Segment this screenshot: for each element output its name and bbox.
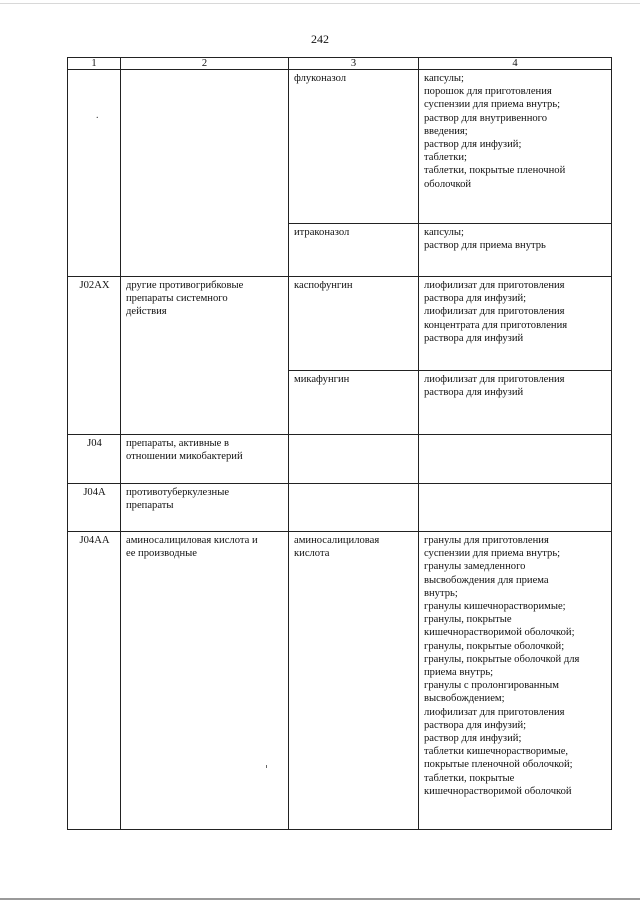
group-name-cell: [121, 70, 289, 277]
dosage-form-line: лиофилизат для приготовления: [424, 374, 565, 385]
atc-code-cell: [68, 277, 121, 435]
scan-top-edge: [0, 3, 640, 4]
dosage-form-line: суспензии для приема внутрь;: [424, 548, 561, 560]
substance-cell: [289, 277, 419, 371]
atc-code-cell: [68, 532, 121, 830]
atc-code: J02AX: [79, 280, 110, 291]
group-name-cell: [121, 435, 289, 484]
substance-cell: [289, 484, 419, 532]
group-name-line: действия: [126, 306, 167, 318]
group-name-line: препараты: [126, 500, 174, 512]
group-name-line: отношении микобактерий: [126, 451, 243, 463]
column-header-1: 1: [68, 58, 121, 70]
column-header-2: 2: [121, 58, 289, 70]
group-name-line: препараты системного: [126, 293, 228, 305]
drug-table: [67, 57, 612, 830]
dosage-form-line: введения;: [424, 125, 468, 137]
dosage-form-line: порошок для приготовления: [424, 86, 552, 98]
atc-code: J04A: [83, 487, 106, 498]
dosage-form-line: таблетки, покрытые пленочной: [424, 165, 566, 177]
dosage-form-line: гранулы замедленного: [424, 561, 526, 573]
column-header-4: 4: [419, 58, 612, 70]
atc-code-cell: [68, 435, 121, 484]
dosage-form-line: раствор для приема внутрь: [424, 240, 546, 252]
scan-bottom-edge: [0, 898, 640, 900]
table-row: [68, 484, 612, 532]
dosage-form-line: раствора для инфузий: [424, 332, 524, 344]
substance-cell: [289, 435, 419, 484]
dosage-form-line: гранулы, покрытые оболочкой для: [424, 653, 580, 665]
dosage-form-line: раствор для инфузий;: [424, 139, 522, 151]
dosage-form-line: лиофилизат для приготовления: [424, 306, 565, 318]
dosage-form-line: раствора для инфузий;: [424, 293, 527, 305]
group-name-line: аминосалициловая кислота и: [126, 535, 258, 546]
substance-cell: [289, 532, 419, 830]
dosage-forms-cell: [419, 224, 612, 277]
table-row: [68, 435, 612, 484]
substance-name-line: кислота: [294, 548, 330, 560]
dosage-form-line: приема внутрь;: [424, 667, 494, 679]
table-row: [68, 70, 612, 224]
group-name-line: препараты, активные в: [126, 438, 229, 449]
dosage-form-line: раствора для инфузий;: [424, 719, 527, 731]
dosage-form-line: высвобождением;: [424, 693, 505, 705]
dosage-form-line: лиофилизат для приготовления: [424, 280, 565, 291]
dosage-form-line: высвобождения для приема: [424, 574, 549, 586]
group-name-cell: [121, 277, 289, 435]
dosage-form-line: гранулы для приготовления: [424, 535, 549, 546]
dosage-form-line: кишечнорастворимой оболочкой: [424, 785, 572, 797]
substance-name: флуконазол: [294, 73, 347, 84]
dosage-form-line: оболочкой: [424, 178, 472, 190]
atc-code-cell: [68, 70, 121, 277]
dosage-form-line: кишечнорастворимой оболочкой;: [424, 627, 575, 639]
dosage-form-line: капсулы;: [424, 227, 464, 238]
substance-cell: [289, 371, 419, 435]
dosage-form-line: таблетки кишечнорастворимые,: [424, 746, 569, 758]
table-row: [68, 532, 612, 830]
group-name-line: ее производные: [126, 548, 197, 560]
dosage-form-line: капсулы;: [424, 73, 464, 84]
substance-name-line: аминосалициловая: [294, 535, 380, 546]
substance-name: каспофунгин: [294, 280, 353, 291]
group-name-cell: [121, 532, 289, 830]
table-header-row: [68, 58, 612, 70]
dosage-forms-cell: [419, 371, 612, 435]
page-number: 242: [311, 32, 329, 46]
atc-code: J04AA: [79, 535, 110, 546]
atc-code-cell: [68, 484, 121, 532]
dosage-forms-cell: [419, 532, 612, 830]
dosage-form-line: гранулы, покрытые оболочкой;: [424, 640, 565, 652]
dosage-form-line: таблетки;: [424, 152, 467, 164]
column-header-3: 3: [289, 58, 419, 70]
dosage-form-line: лиофилизат для приготовления: [424, 706, 565, 718]
dosage-form-line: раствор для инфузий;: [424, 733, 522, 745]
dosage-form-line: таблетки, покрытые: [424, 772, 515, 784]
dosage-forms-cell: [419, 277, 612, 371]
group-name-cell: [121, 484, 289, 532]
table-row: [68, 277, 612, 371]
substance-cell: [289, 70, 419, 224]
group-name-line: другие противогрибковые: [126, 280, 244, 291]
dosage-forms-cell: [419, 435, 612, 484]
dosage-form-line: раствор для внутривенного: [424, 112, 548, 124]
stray-dot-mark: .: [96, 110, 99, 121]
substance-name: итраконазол: [294, 227, 350, 238]
dosage-form-line: суспензии для приема внутрь;: [424, 99, 561, 111]
dosage-form-line: раствора для инфузий: [424, 387, 524, 399]
substance-name: микафунгин: [294, 374, 350, 385]
dosage-forms-cell: [419, 70, 612, 224]
dosage-form-line: гранулы, покрытые: [424, 614, 512, 626]
dosage-form-line: гранулы кишечнорастворимые;: [424, 601, 566, 613]
dosage-form-line: гранулы с пролонгированным: [424, 680, 559, 692]
group-name-line: противотуберкулезные: [126, 487, 230, 498]
dosage-form-line: внутрь;: [424, 587, 458, 599]
dosage-form-line: покрытые пленочной оболочкой;: [424, 759, 573, 771]
dosage-form-line: концентрата для приготовления: [424, 319, 568, 331]
atc-code: J04: [87, 438, 102, 449]
substance-cell: [289, 224, 419, 277]
dosage-forms-cell: [419, 484, 612, 532]
